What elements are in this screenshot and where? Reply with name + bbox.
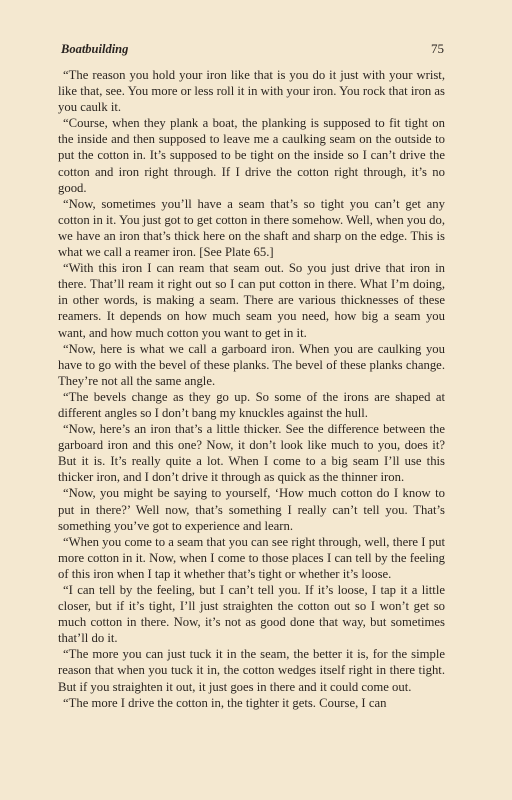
paragraph: “I can tell by the feeling, but I can’t tell you. If it’s loose, I tap it a little closer, but if it’s tight, I’ll just straighten the cotton out so I won’t get so much cotton in there. Now, it’s not as good done that way, but sometimes that’ll do it. bbox=[58, 583, 445, 646]
paragraph: “Now, here is what we call a garboard iron. When you are caulking you have to go with the bevel of these planks. The bevel of these planks change. They’re not all the same angle. bbox=[58, 341, 445, 388]
paragraph: “With this iron I can ream that seam out. So you just drive that iron in there. That’ll ream it right out so I can put cotton in there. What I’m doing, in other words, is making a seam. There are various thicknesses of these reamers. It depends on how much seam you need, how big a seam you want, and how much cotton you want to get in it. bbox=[58, 261, 445, 340]
paragraph: “Now, here’s an iron that’s a little thicker. See the difference between the garboard iron and this one? Now, it don’t look like much to you, does it? But it is. It’s really quite a lot. When I come to a big seam I’ll use this thicker iron, and I don’t drive it through as quick as the thinner iron. bbox=[58, 422, 445, 485]
paragraph: “When you come to a seam that you can see right through, well, there I put more cotton in it. Now, when I come to those places I can tell by the feeling of this iron when I tap it whether that’s tight or whether it’s loose. bbox=[58, 534, 445, 581]
paragraph: “The reason you hold your iron like that is you do it just with your wrist, like that, see. You more or less roll it in with your iron. You rock that iron as you caulk it. bbox=[58, 68, 445, 115]
paragraph: “The bevels change as they go up. So some of the irons are shaped at different angles so I don’t bang my knuckles against the hull. bbox=[58, 389, 445, 420]
page-number: 75 bbox=[431, 41, 444, 56]
paragraph: “Course, when they plank a boat, the planking is supposed to fit tight on the inside and then supposed to leave me a caulking seam on the outside to put the cotton in. It’s supposed to be tight on the inside so I can’t drive the cotton and iron right through. If I drive the cotton right through, it’s no good. bbox=[58, 116, 445, 195]
running-head bbox=[61, 41, 444, 57]
paragraph: “Now, you might be saying to yourself, ‘How much cotton do I know to put in there?’ Well now, that’s something I really can’t tell you. That’s something you’ve got to experience and learn. bbox=[58, 486, 445, 533]
body-text bbox=[58, 67, 445, 711]
paragraph: “The more you can just tuck it in the seam, the better it is, for the simple reason that when you tuck it in, the cotton wedges itself right in there tight. But if you straighten it out, it just goes in there and it could come out. bbox=[58, 647, 445, 694]
paragraph: “Now, sometimes you’ll have a seam that’s so tight you can’t get any cotton in it. You just got to get cotton in there somehow. Well, when you do, we have an iron that’s thick here on the shaft and sharp on the edge. This is what we call a reamer iron. [See Plate 65.] bbox=[58, 196, 445, 260]
running-title: Boatbuilding bbox=[61, 42, 129, 56]
paragraph: “The more I drive the cotton in, the tighter it gets. Course, I can bbox=[63, 695, 387, 710]
